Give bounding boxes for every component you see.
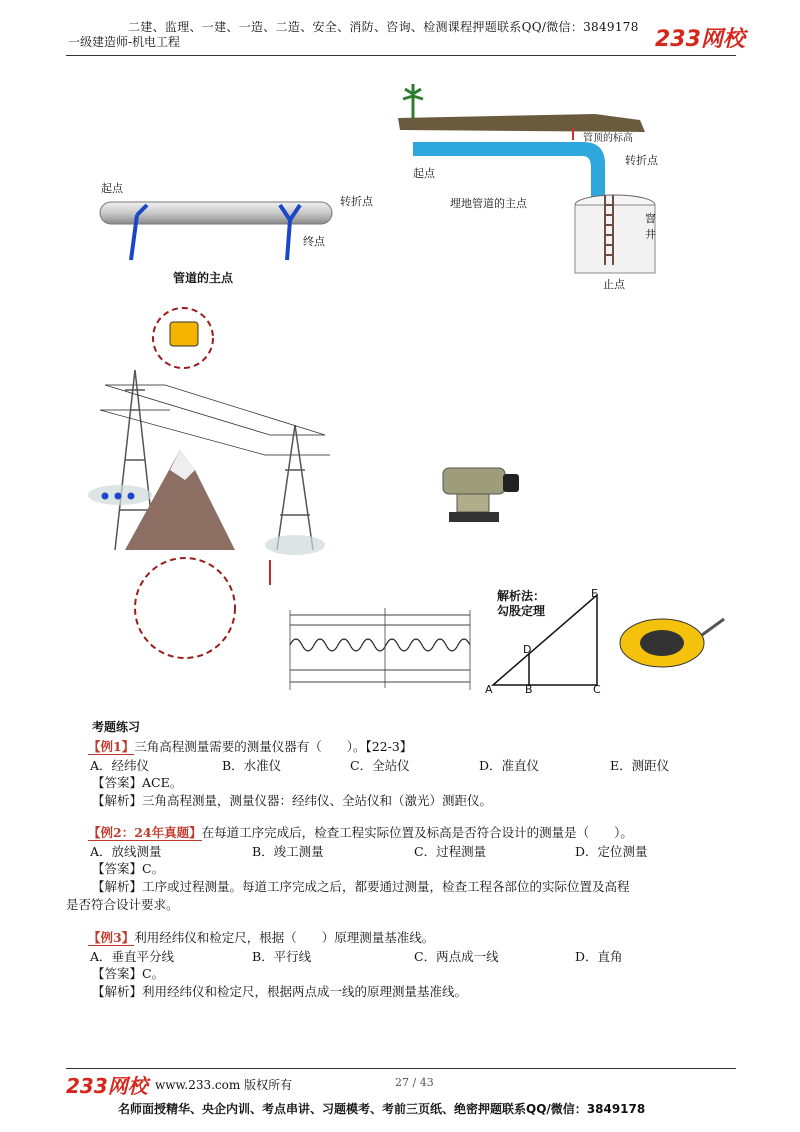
q1-option-d: D．准直仪 [479, 758, 540, 773]
q1-option-a: A．经纬仪 [90, 758, 150, 773]
pipe-caption: 管道的主点 [173, 271, 234, 285]
footer-divider [66, 1068, 736, 1069]
buried-end-label: 止点 [603, 278, 625, 291]
pipe-start-label: 起点 [101, 182, 123, 195]
q3-analysis: 【解析】利用经纬仪和检定尺，根据两点成一线的原理测量基准线。 [92, 984, 468, 999]
q2-option-a: A．放线测量 [90, 844, 162, 859]
footer-url: www.233.com 版权所有 [155, 1078, 293, 1092]
pythagoras-title-1: 解析法： [497, 589, 546, 603]
header-subtitle: 一级建造师-机电工程 [68, 35, 181, 49]
level-instrument-figure [435, 460, 525, 530]
q1-answer: 【答案】ACE。 [92, 775, 183, 790]
header-logo: 233网校 [655, 27, 745, 52]
point-c-label: C [593, 683, 601, 696]
q2-tag: 【例2：24年真题】 [88, 825, 202, 840]
q2-analysis-line2: 是否符合设计要求。 [66, 897, 179, 912]
footer-bottom-line: 名师面授精华、央企内训、考点串讲、习题模考、考前三页纸、绝密押题联系QQ/微信：3849178 [118, 1102, 646, 1116]
point-d-label: D [523, 643, 532, 656]
header-top-line: 二建、监理、一建、一造、二造、安全、消防、咨询、检测课程押题联系QQ/微信：3849178 [128, 20, 639, 34]
point-e-label: E [591, 587, 598, 600]
question-2 [88, 824, 633, 841]
q3-option-d: D．直角 [575, 949, 623, 964]
q3-option-c: C．两点成一线 [414, 949, 499, 964]
point-b-label: B [525, 683, 533, 696]
q2-option-d: D．定位测量 [575, 844, 648, 859]
q3-answer: 【答案】C。 [92, 966, 165, 981]
q3-text: 利用经纬仪和检定尺，根据（ ）原理测量基准线。 [134, 930, 435, 945]
question-1 [88, 738, 412, 755]
tape-reel-figure [612, 605, 732, 675]
buried-pipe-figure [395, 80, 665, 290]
pipe-main-points-figure [95, 175, 385, 295]
pythagoras-title-2: 勾股定理 [497, 604, 546, 618]
buried-turn-label: 转折点 [625, 154, 658, 167]
q2-answer: 【答案】C。 [92, 861, 165, 876]
tape-measure-diagram [285, 600, 480, 695]
q3-tag: 【例3】 [88, 930, 135, 945]
q2-option-c: C．过程测量 [414, 844, 487, 859]
buried-main-points-label: 埋地管道的主点 [450, 197, 527, 210]
q1-option-b: B．水准仪 [222, 758, 282, 773]
q1-tag: 【例1】 [88, 739, 135, 754]
q2-analysis-line1: 【解析】工序或过程测量。每道工序完成之后，都要通过测量，检查工程各部位的实际位置及高程 [92, 879, 630, 894]
well-label: 窨井 [645, 212, 656, 241]
q1-text: 三角高程测量需要的测量仪器有（ ）。【22-3】 [134, 739, 413, 754]
pipe-top-elevation-label: 管顶的标高 [583, 133, 633, 144]
q1-option-e: E．测距仪 [610, 758, 670, 773]
buried-pipe-diagram [395, 80, 665, 290]
q1-analysis: 【解析】三角高程测量，测量仪器：经纬仪、全站仪和（激光）测距仪。 [92, 793, 493, 808]
q1-option-c: C．全站仪 [350, 758, 410, 773]
tape-reel-icon [612, 605, 732, 675]
q2-text: 在每道工序完成后，检查工程实际位置及标高是否符合设计的测量是（ ）。 [201, 825, 633, 840]
page-number: 27 / 43 [395, 1076, 434, 1089]
question-3 [88, 929, 434, 946]
tape-diagram [285, 600, 480, 695]
level-instrument-icon [435, 460, 525, 530]
q3-option-b: B．平行线 [252, 949, 312, 964]
pythagoras-figure [485, 585, 610, 695]
footer-logo: 233网校 [66, 1074, 148, 1098]
pipe-end-label: 终点 [303, 235, 325, 248]
section-title: 考题练习 [92, 720, 141, 734]
point-a-label: A [485, 683, 493, 696]
buried-start-label: 起点 [413, 167, 435, 180]
header-divider [66, 55, 736, 56]
q3-option-a: A．垂直平分线 [90, 949, 175, 964]
q2-option-b: B．竣工测量 [252, 844, 324, 859]
pipe-turn-label: 转折点 [340, 195, 373, 208]
